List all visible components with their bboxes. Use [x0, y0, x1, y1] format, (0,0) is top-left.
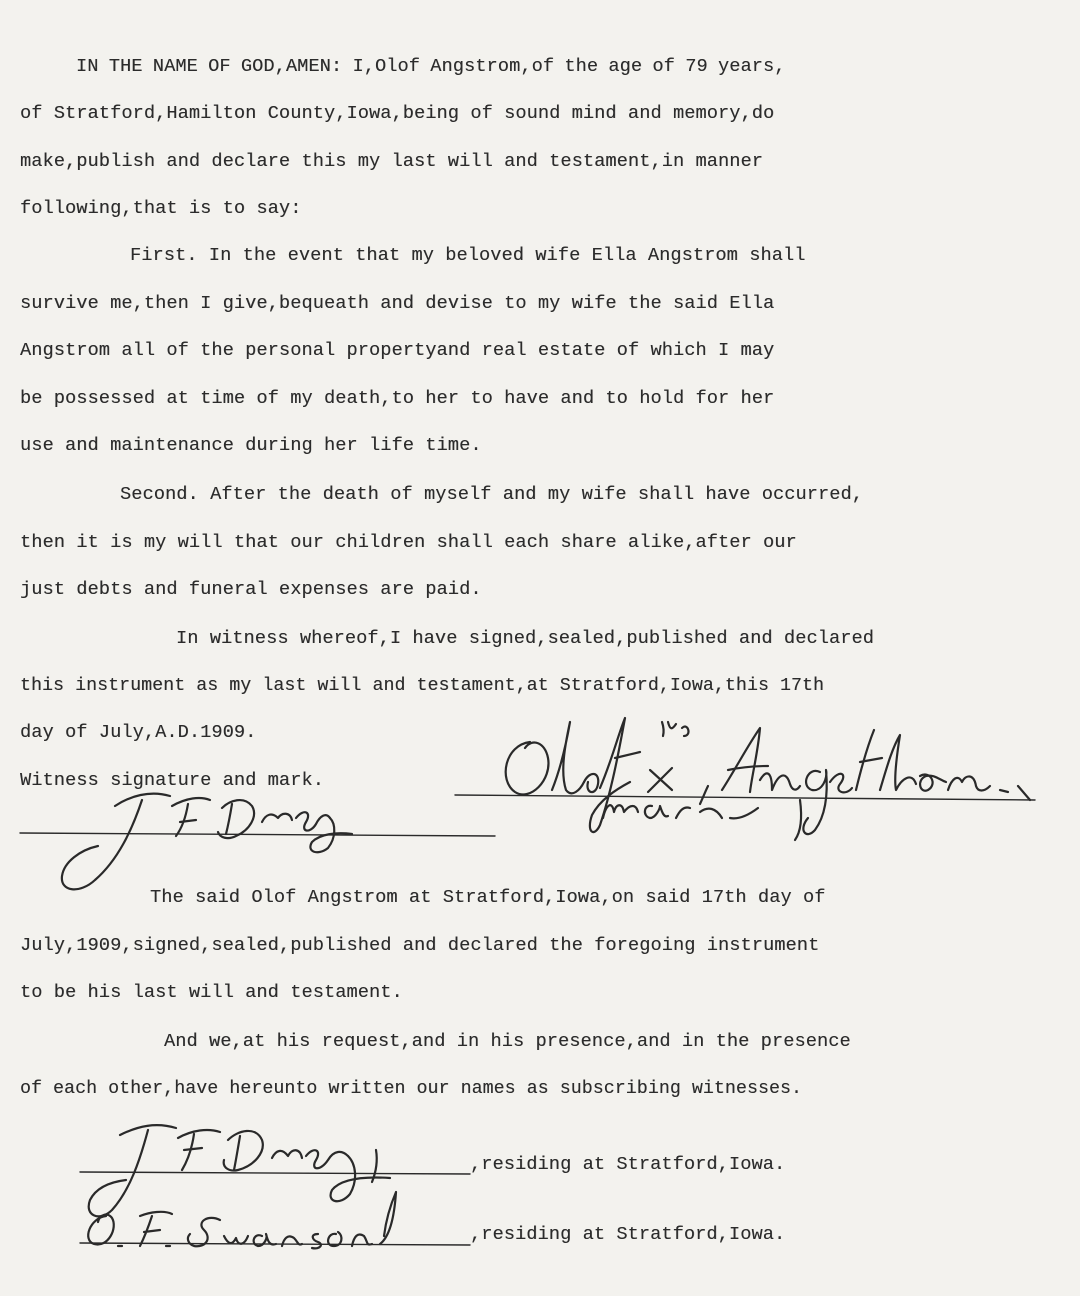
testator-signature-line	[455, 795, 1035, 800]
text-line-3: make,publish and declare this my last will and testament,in manner	[20, 151, 764, 172]
text-line-14: this instrument as my last will and testament,at Stratford,Iowa,this 17th	[20, 676, 825, 696]
text-line-5: First. In the event that my beloved wife Ella Angstrom shall	[130, 245, 806, 266]
text-line-20: And we,at his request,and in his presence,and in the presence	[164, 1031, 851, 1052]
subscribing-witness-signature-1	[89, 1125, 390, 1216]
text-line-18: July,1909,signed,sealed,published and declared the foregoing instrument	[20, 935, 820, 956]
text-line-10: Second. After the death of myself and my wife shall have occurred,	[120, 484, 864, 505]
text-line-17: The said Olof Angstrom at Stratford,Iowa,on said 17th day of	[150, 887, 826, 908]
text-line-12: just debts and funeral expenses are paid.	[20, 579, 482, 600]
text-line-7: Angstrom all of the personal propertyand real estate of which I may	[20, 340, 775, 361]
subscribing-witness-signature-2	[88, 1192, 396, 1248]
text-line-9: use and maintenance during her life time.	[20, 435, 482, 456]
text-line-19: to be his last will and testament.	[20, 982, 403, 1003]
text-line-8: be possessed at time of my death,to her to have and to hold for her	[20, 388, 775, 409]
testator-signature	[506, 718, 1030, 840]
witness-caption: Witness signature and mark.	[20, 770, 324, 791]
text-line-1: IN THE NAME OF GOD,AMEN: I,Olof Angstrom,of the age of 79 years,	[76, 56, 786, 77]
text-line-6: survive me,then I give,bequeath and devise to my wife the said Ella	[20, 293, 775, 314]
residence-line-2: ,residing at Stratford,Iowa.	[470, 1224, 786, 1245]
residence-line-1: ,residing at Stratford,Iowa.	[470, 1154, 786, 1175]
subscribing-witness-line-1	[80, 1172, 470, 1174]
text-line-21: of each other,have hereunto written our names as subscribing witnesses.	[20, 1079, 803, 1099]
text-line-15: day of July,A.D.1909.	[20, 722, 257, 743]
text-line-13: In witness whereof,I have signed,sealed,published and declared	[176, 628, 874, 649]
text-line-11: then it is my will that our children shall each share alike,after our	[20, 532, 797, 553]
witness-signature	[62, 794, 352, 890]
text-line-2: of Stratford,Hamilton County,Iowa,being of sound mind and memory,do	[20, 103, 775, 124]
subscribing-witness-line-2	[80, 1243, 470, 1245]
text-line-4: following,that is to say:	[20, 198, 302, 219]
witness-signature-line	[20, 833, 495, 836]
